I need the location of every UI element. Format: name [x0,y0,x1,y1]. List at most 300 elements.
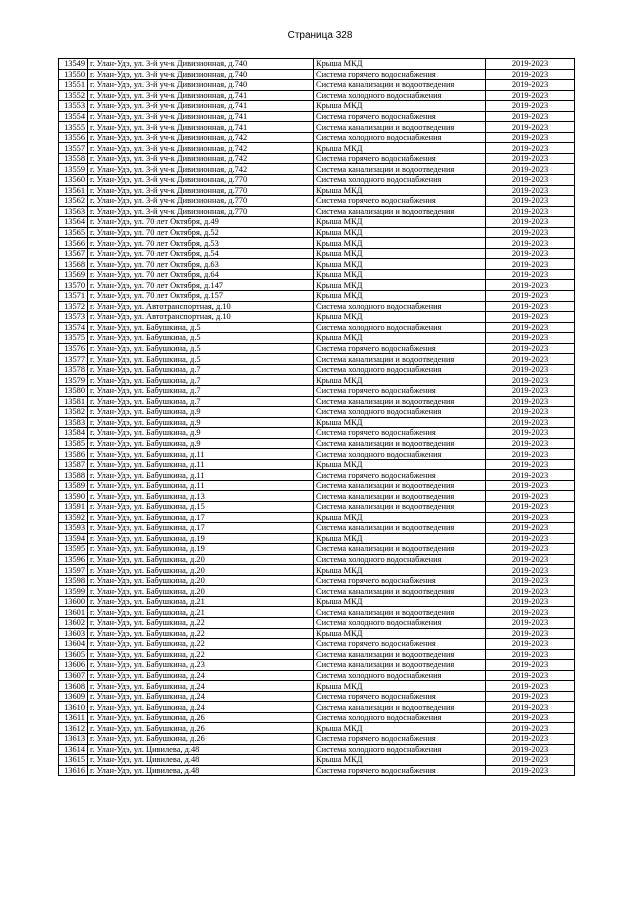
row-address: г. Улан-Удэ, ул. 3-й уч-к Дивизионная, д.770 [88,206,314,217]
row-period: 2019-2023 [486,491,575,502]
row-period: 2019-2023 [486,523,575,534]
table-row [59,449,575,460]
row-address: г. Улан-Удэ, ул. Бабушкина, д.7 [88,375,314,386]
row-address: г. Улан-Удэ, ул. 70 лет Октября, д.49 [88,217,314,228]
row-address: г. Улан-Удэ, ул. Бабушкина, д.24 [88,681,314,692]
row-address: г. Улан-Удэ, ул. Автотранспортная, д.10 [88,301,314,312]
row-system: Система горячего водоснабжения [314,691,486,702]
row-number: 13601 [59,607,88,618]
table-row [59,227,575,238]
row-number: 13578 [59,364,88,375]
row-number: 13600 [59,596,88,607]
table-row [59,343,575,354]
table-row [59,143,575,154]
row-number: 13588 [59,470,88,481]
row-number: 13616 [59,765,88,776]
table-row [59,385,575,396]
row-number: 13582 [59,407,88,418]
row-system: Крыша МКД [314,259,486,270]
row-address: г. Улан-Удэ, ул. Бабушкина, д.22 [88,617,314,628]
row-address: г. Улан-Удэ, ул. 3-й уч-к Дивизионная, д.770 [88,196,314,207]
row-period: 2019-2023 [486,143,575,154]
row-number: 13605 [59,649,88,660]
row-system: Система канализации и водоотведения [314,438,486,449]
table-row [59,417,575,428]
row-number: 13555 [59,122,88,133]
row-number: 13608 [59,681,88,692]
row-period: 2019-2023 [486,691,575,702]
row-address: г. Улан-Удэ, ул. Бабушкина, д.26 [88,723,314,734]
row-address: г. Улан-Удэ, ул. Бабушкина, д.17 [88,512,314,523]
row-address: г. Улан-Удэ, ул. Бабушкина, д.9 [88,428,314,439]
row-period: 2019-2023 [486,617,575,628]
row-address: г. Улан-Удэ, ул. 3-й уч-к Дивизионная, д.741 [88,101,314,112]
row-address: г. Улан-Удэ, ул. Бабушкина, д.11 [88,480,314,491]
row-number: 13570 [59,280,88,291]
row-number: 13553 [59,101,88,112]
table-row [59,312,575,323]
row-address: г. Улан-Удэ, ул. 70 лет Октября, д.64 [88,269,314,280]
row-period: 2019-2023 [486,196,575,207]
row-address: г. Улан-Удэ, ул. 3-й уч-к Дивизионная, д.742 [88,143,314,154]
row-number: 13566 [59,238,88,249]
row-system: Система канализации и водоотведения [314,396,486,407]
row-number: 13562 [59,196,88,207]
row-system: Крыша МКД [314,417,486,428]
row-number: 13557 [59,143,88,154]
row-address: г. Улан-Удэ, ул. 3-й уч-к Дивизионная, д.741 [88,122,314,133]
table-row [59,681,575,692]
row-number: 13561 [59,185,88,196]
row-period: 2019-2023 [486,575,575,586]
table-row [59,333,575,344]
row-system: Крыша МКД [314,533,486,544]
row-period: 2019-2023 [486,59,575,70]
table-row [59,238,575,249]
row-number: 13563 [59,206,88,217]
row-number: 13550 [59,69,88,80]
row-period: 2019-2023 [486,470,575,481]
row-period: 2019-2023 [486,744,575,755]
row-address: г. Улан-Удэ, ул. 3-й уч-к Дивизионная, д.741 [88,111,314,122]
table-row [59,565,575,576]
row-period: 2019-2023 [486,533,575,544]
row-period: 2019-2023 [486,544,575,555]
row-address: г. Улан-Удэ, ул. Бабушкина, д.22 [88,628,314,639]
row-number: 13574 [59,322,88,333]
row-address: г. Улан-Удэ, ул. Бабушкина, д.19 [88,544,314,555]
row-system: Система канализации и водоотведения [314,702,486,713]
row-period: 2019-2023 [486,586,575,597]
table-row [59,523,575,534]
row-address: г. Улан-Удэ, ул. 3-й уч-к Дивизионная, д.741 [88,90,314,101]
row-number: 13596 [59,554,88,565]
row-system: Система холодного водоснабжения [314,90,486,101]
row-number: 13564 [59,217,88,228]
table-row [59,533,575,544]
table-row [59,185,575,196]
row-number: 13603 [59,628,88,639]
row-system: Система холодного водоснабжения [314,554,486,565]
row-system: Система канализации и водоотведения [314,523,486,534]
table-row [59,712,575,723]
row-period: 2019-2023 [486,301,575,312]
row-address: г. Улан-Удэ, ул. 3-й уч-к Дивизионная, д.742 [88,153,314,164]
row-number: 13602 [59,617,88,628]
table-row [59,755,575,766]
row-system: Система горячего водоснабжения [314,765,486,776]
row-period: 2019-2023 [486,322,575,333]
row-address: г. Улан-Удэ, ул. Бабушкина, д.5 [88,343,314,354]
row-period: 2019-2023 [486,185,575,196]
row-period: 2019-2023 [486,132,575,143]
row-address: г. Улан-Удэ, ул. Бабушкина, д.21 [88,607,314,618]
row-address: г. Улан-Удэ, ул. 3-й уч-к Дивизионная, д.742 [88,132,314,143]
row-system: Крыша МКД [314,59,486,70]
row-number: 13560 [59,175,88,186]
row-period: 2019-2023 [486,80,575,91]
row-system: Система канализации и водоотведения [314,206,486,217]
row-system: Система горячего водоснабжения [314,734,486,745]
row-number: 13594 [59,533,88,544]
row-system: Крыша МКД [314,723,486,734]
row-address: г. Улан-Удэ, ул. Бабушкина, д.7 [88,364,314,375]
table-row [59,259,575,270]
row-period: 2019-2023 [486,101,575,112]
row-system: Система горячего водоснабжения [314,153,486,164]
row-number: 13568 [59,259,88,270]
row-number: 13573 [59,312,88,323]
table-row [59,670,575,681]
row-system: Крыша МКД [314,681,486,692]
row-period: 2019-2023 [486,407,575,418]
row-number: 13591 [59,501,88,512]
row-system: Система канализации и водоотведения [314,649,486,660]
row-number: 13587 [59,459,88,470]
row-period: 2019-2023 [486,354,575,365]
row-number: 13593 [59,523,88,534]
table-row [59,501,575,512]
row-system: Система канализации и водоотведения [314,122,486,133]
row-system: Крыша МКД [314,312,486,323]
row-period: 2019-2023 [486,417,575,428]
row-address: г. Улан-Удэ, ул. Бабушкина, д.11 [88,470,314,481]
table-row [59,196,575,207]
row-address: г. Улан-Удэ, ул. 3-й уч-к Дивизионная, д.742 [88,164,314,175]
table-row [59,322,575,333]
row-address: г. Улан-Удэ, ул. Бабушкина, д.26 [88,712,314,723]
row-period: 2019-2023 [486,259,575,270]
row-system: Система холодного водоснабжения [314,712,486,723]
row-address: г. Улан-Удэ, ул. Цивилева, д.48 [88,744,314,755]
row-period: 2019-2023 [486,69,575,80]
row-address: г. Улан-Удэ, ул. Бабушкина, д.9 [88,417,314,428]
row-number: 13611 [59,712,88,723]
row-system: Крыша МКД [314,101,486,112]
row-system: Крыша МКД [314,269,486,280]
row-period: 2019-2023 [486,90,575,101]
row-address: г. Улан-Удэ, ул. Бабушкина, д.24 [88,670,314,681]
row-number: 13609 [59,691,88,702]
table-row [59,438,575,449]
row-number: 13577 [59,354,88,365]
row-period: 2019-2023 [486,660,575,671]
table-row [59,639,575,650]
row-system: Крыша МКД [314,185,486,196]
table-row [59,512,575,523]
row-period: 2019-2023 [486,438,575,449]
row-period: 2019-2023 [486,269,575,280]
row-system: Крыша МКД [314,217,486,228]
row-address: г. Улан-Удэ, ул. Бабушкина, д.23 [88,660,314,671]
row-address: г. Улан-Удэ, ул. 70 лет Октября, д.52 [88,227,314,238]
row-system: Система канализации и водоотведения [314,354,486,365]
row-period: 2019-2023 [486,333,575,344]
row-system: Крыша МКД [314,333,486,344]
row-period: 2019-2023 [486,670,575,681]
row-number: 13572 [59,301,88,312]
row-system: Система холодного водоснабжения [314,301,486,312]
row-system: Система холодного водоснабжения [314,132,486,143]
row-address: г. Улан-Удэ, ул. Бабушкина, д.22 [88,649,314,660]
row-system: Система холодного водоснабжения [314,744,486,755]
row-system: Система холодного водоснабжения [314,175,486,186]
table-row [59,628,575,639]
row-number: 13592 [59,512,88,523]
table-row [59,649,575,660]
row-address: г. Улан-Удэ, ул. 3-й уч-к Дивизионная, д.770 [88,175,314,186]
table-row [59,428,575,439]
table-row [59,280,575,291]
page-header: Страница 328 [287,30,353,41]
table-row [59,175,575,186]
row-system: Система холодного водоснабжения [314,617,486,628]
row-system: Система горячего водоснабжения [314,196,486,207]
row-system: Крыша МКД [314,280,486,291]
row-system: Крыша МКД [314,628,486,639]
row-number: 13586 [59,449,88,460]
row-number: 13604 [59,639,88,650]
row-number: 13590 [59,491,88,502]
row-period: 2019-2023 [486,291,575,302]
table-row [59,491,575,502]
row-period: 2019-2023 [486,343,575,354]
table-row [59,544,575,555]
row-number: 13580 [59,385,88,396]
row-period: 2019-2023 [486,364,575,375]
row-system: Система горячего водоснабжения [314,470,486,481]
row-number: 13614 [59,744,88,755]
row-period: 2019-2023 [486,164,575,175]
row-address: г. Улан-Удэ, ул. 70 лет Октября, д.157 [88,291,314,302]
table-row [59,301,575,312]
row-system: Крыша МКД [314,227,486,238]
table-row [59,132,575,143]
row-period: 2019-2023 [486,755,575,766]
row-number: 13598 [59,575,88,586]
table-row [59,164,575,175]
row-address: г. Улан-Удэ, ул. Цивилева, д.48 [88,755,314,766]
table-row [59,470,575,481]
row-period: 2019-2023 [486,385,575,396]
row-address: г. Улан-Удэ, ул. Бабушкина, д.20 [88,554,314,565]
row-address: г. Улан-Удэ, ул. Бабушкина, д.15 [88,501,314,512]
table-row [59,269,575,280]
row-period: 2019-2023 [486,227,575,238]
row-address: г. Улан-Удэ, ул. Бабушкина, д.9 [88,438,314,449]
row-address: г. Улан-Удэ, ул. Автотранспортная, д.10 [88,312,314,323]
table-row [59,59,575,70]
row-number: 13559 [59,164,88,175]
table-row [59,122,575,133]
table-row [59,111,575,122]
table-row [59,734,575,745]
row-system: Система горячего водоснабжения [314,343,486,354]
row-address: г. Улан-Удэ, ул. Бабушкина, д.9 [88,407,314,418]
row-number: 13567 [59,248,88,259]
table-row [59,765,575,776]
row-system: Крыша МКД [314,143,486,154]
row-period: 2019-2023 [486,312,575,323]
row-period: 2019-2023 [486,512,575,523]
row-period: 2019-2023 [486,712,575,723]
table-row [59,90,575,101]
row-address: г. Улан-Удэ, ул. Бабушкина, д.13 [88,491,314,502]
row-period: 2019-2023 [486,449,575,460]
row-address: г. Улан-Удэ, ул. Бабушкина, д.7 [88,396,314,407]
registry-table-body [59,59,575,776]
row-address: г. Улан-Удэ, ул. Бабушкина, д.19 [88,533,314,544]
row-number: 13556 [59,132,88,143]
row-number: 13615 [59,755,88,766]
row-system: Система канализации и водоотведения [314,501,486,512]
row-system: Крыша МКД [314,375,486,386]
table-row [59,354,575,365]
row-system: Крыша МКД [314,248,486,259]
row-system: Система холодного водоснабжения [314,322,486,333]
row-address: г. Улан-Удэ, ул. Бабушкина, д.5 [88,322,314,333]
row-period: 2019-2023 [486,607,575,618]
row-period: 2019-2023 [486,238,575,249]
row-number: 13589 [59,480,88,491]
row-system: Система канализации и водоотведения [314,491,486,502]
row-address: г. Улан-Удэ, ул. Бабушкина, д.17 [88,523,314,534]
table-row [59,101,575,112]
row-number: 13595 [59,544,88,555]
row-address: г. Улан-Удэ, ул. Бабушкина, д.20 [88,565,314,576]
row-system: Система горячего водоснабжения [314,639,486,650]
row-system: Система горячего водоснабжения [314,385,486,396]
table-row [59,217,575,228]
row-period: 2019-2023 [486,175,575,186]
row-system: Система горячего водоснабжения [314,111,486,122]
row-number: 13583 [59,417,88,428]
row-address: г. Улан-Удэ, ул. 3-й уч-к Дивизионная, д.740 [88,59,314,70]
row-system: Система горячего водоснабжения [314,428,486,439]
table-row [59,407,575,418]
table-row [59,248,575,259]
row-period: 2019-2023 [486,554,575,565]
table-row [59,596,575,607]
row-number: 13597 [59,565,88,576]
row-number: 13606 [59,660,88,671]
row-number: 13552 [59,90,88,101]
row-system: Система горячего водоснабжения [314,575,486,586]
row-period: 2019-2023 [486,649,575,660]
row-system: Система канализации и водоотведения [314,164,486,175]
row-period: 2019-2023 [486,596,575,607]
row-number: 13612 [59,723,88,734]
row-address: г. Улан-Удэ, ул. Бабушкина, д.5 [88,354,314,365]
row-number: 13575 [59,333,88,344]
row-period: 2019-2023 [486,153,575,164]
row-period: 2019-2023 [486,734,575,745]
row-period: 2019-2023 [486,765,575,776]
row-address: г. Улан-Удэ, ул. 3-й уч-к Дивизионная, д.770 [88,185,314,196]
row-number: 13551 [59,80,88,91]
row-period: 2019-2023 [486,396,575,407]
row-system: Система канализации и водоотведения [314,607,486,618]
row-address: г. Улан-Удэ, ул. Бабушкина, д.11 [88,449,314,460]
table-row [59,396,575,407]
row-period: 2019-2023 [486,480,575,491]
row-address: г. Улан-Удэ, ул. Бабушкина, д.24 [88,691,314,702]
row-system: Крыша МКД [314,238,486,249]
row-period: 2019-2023 [486,702,575,713]
table-row [59,459,575,470]
row-address: г. Улан-Удэ, ул. Бабушкина, д.20 [88,575,314,586]
row-period: 2019-2023 [486,206,575,217]
table-row [59,586,575,597]
table-row [59,80,575,91]
row-number: 13579 [59,375,88,386]
row-number: 13569 [59,269,88,280]
row-number: 13599 [59,586,88,597]
row-period: 2019-2023 [486,248,575,259]
row-address: г. Улан-Удэ, ул. 70 лет Октября, д.63 [88,259,314,270]
row-period: 2019-2023 [486,501,575,512]
table-row [59,69,575,80]
table-row [59,617,575,628]
row-address: г. Улан-Удэ, ул. Бабушкина, д.24 [88,702,314,713]
row-address: г. Улан-Удэ, ул. 70 лет Октября, д.54 [88,248,314,259]
row-system: Система холодного водоснабжения [314,407,486,418]
row-system: Система канализации и водоотведения [314,586,486,597]
row-number: 13613 [59,734,88,745]
row-period: 2019-2023 [486,111,575,122]
row-system: Система горячего водоснабжения [314,69,486,80]
table-row [59,691,575,702]
table-row [59,660,575,671]
table-row [59,375,575,386]
row-number: 13554 [59,111,88,122]
row-period: 2019-2023 [486,459,575,470]
row-address: г. Улан-Удэ, ул. 3-й уч-к Дивизионная, д.740 [88,80,314,91]
row-system: Система холодного водоснабжения [314,364,486,375]
registry-table [58,58,575,776]
row-address: г. Улан-Удэ, ул. Цивилева, д.48 [88,765,314,776]
row-period: 2019-2023 [486,639,575,650]
row-system: Крыша МКД [314,565,486,576]
row-address: г. Улан-Удэ, ул. Бабушкина, д.20 [88,586,314,597]
row-address: г. Улан-Удэ, ул. 70 лет Октября, д.147 [88,280,314,291]
table-row [59,480,575,491]
table-row [59,607,575,618]
row-system: Система холодного водоснабжения [314,449,486,460]
table-row [59,554,575,565]
row-period: 2019-2023 [486,122,575,133]
row-number: 13584 [59,428,88,439]
